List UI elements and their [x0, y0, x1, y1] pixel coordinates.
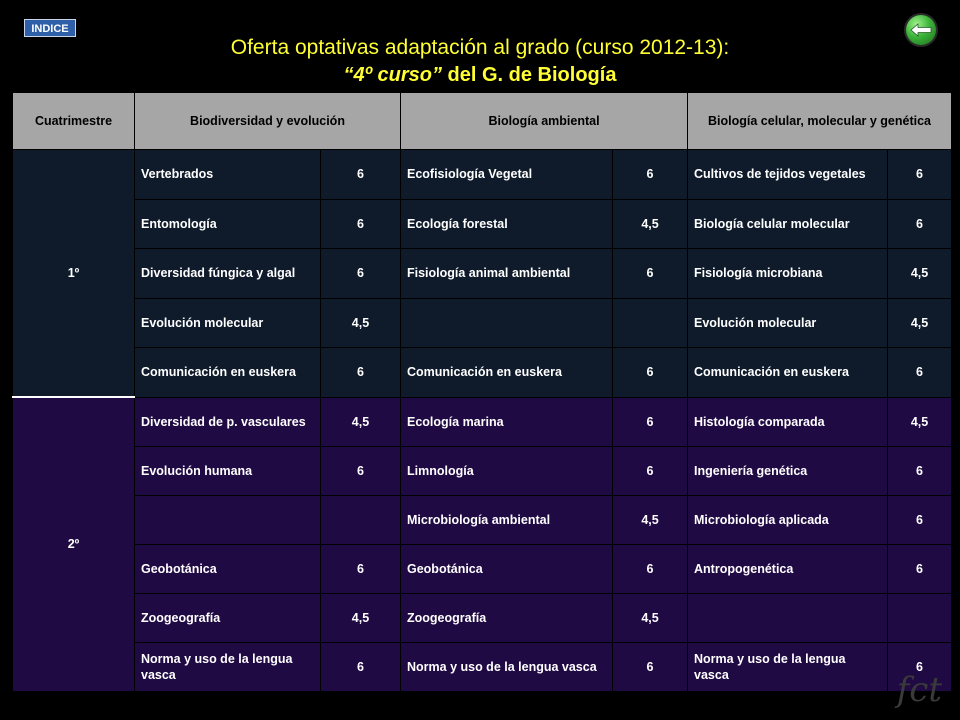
subject-cell: Microbiología aplicada — [688, 495, 888, 544]
credits-cell — [321, 495, 401, 544]
credits-cell: 6 — [888, 495, 952, 544]
table-row — [13, 348, 952, 398]
credits-cell: 6 — [321, 150, 401, 200]
subject-cell: Limnología — [401, 446, 613, 495]
subject-cell — [135, 495, 321, 544]
table-row — [13, 249, 952, 299]
credits-cell: 6 — [888, 544, 952, 593]
credits-cell: 6 — [888, 150, 952, 200]
subject-cell: Cultivos de tejidos vegetales — [688, 150, 888, 200]
semester-label: 2º — [13, 397, 135, 691]
table-row — [13, 150, 952, 200]
credits-cell — [888, 593, 952, 642]
credits-cell: 6 — [321, 544, 401, 593]
table-row — [13, 199, 952, 249]
credits-cell: 4,5 — [888, 249, 952, 299]
credits-cell: 6 — [888, 446, 952, 495]
subject-cell: Evolución humana — [135, 446, 321, 495]
watermark-logo: fct — [896, 670, 942, 710]
subject-cell: Biología celular molecular — [688, 199, 888, 249]
credits-cell: 6 — [888, 348, 952, 398]
header-biologia-celular: Biología celular, molecular y genética — [688, 93, 952, 150]
credits-cell: 6 — [888, 199, 952, 249]
header-biodiversidad: Biodiversidad y evolución — [135, 93, 401, 150]
header-cuatrimestre: Cuatrimestre — [13, 93, 135, 150]
subject-cell: Ecología forestal — [401, 199, 613, 249]
subject-cell: Norma y uso de la lengua vasca — [135, 642, 321, 691]
table-row — [13, 298, 952, 348]
arrow-left-icon — [910, 23, 932, 37]
subject-cell: Entomología — [135, 199, 321, 249]
subject-cell: Ecofisiología Vegetal — [401, 150, 613, 200]
credits-cell: 6 — [321, 348, 401, 398]
credits-cell: 6 — [613, 446, 688, 495]
credits-cell: 4,5 — [321, 298, 401, 348]
subject-cell: Comunicación en euskera — [401, 348, 613, 398]
subject-cell: Fisiología animal ambiental — [401, 249, 613, 299]
credits-cell: 6 — [613, 249, 688, 299]
subject-cell: Comunicación en euskera — [688, 348, 888, 398]
subject-cell: Zoogeografía — [135, 593, 321, 642]
table-row — [13, 495, 952, 544]
credits-cell: 6 — [321, 249, 401, 299]
subject-cell — [401, 298, 613, 348]
credits-cell: 4,5 — [613, 199, 688, 249]
subtitle-degree: del G. de Biología — [441, 64, 617, 86]
subject-cell: Diversidad fúngica y algal — [135, 249, 321, 299]
table-row — [13, 593, 952, 642]
credits-cell: 4,5 — [888, 298, 952, 348]
header-biologia-ambiental: Biología ambiental — [401, 93, 688, 150]
page-title: Oferta optativas adaptación al grado (curso 2012-13): — [230, 36, 730, 59]
credits-cell: 6 — [321, 199, 401, 249]
credits-cell: 6 — [321, 446, 401, 495]
subject-cell: Antropogenética — [688, 544, 888, 593]
semester-label: 1º — [13, 150, 135, 398]
credits-cell: 4,5 — [613, 593, 688, 642]
table-row — [13, 642, 952, 691]
subject-cell: Histología comparada — [688, 397, 888, 446]
subject-cell: Microbiología ambiental — [401, 495, 613, 544]
subject-cell: Ecología marina — [401, 397, 613, 446]
indice-button[interactable]: INDICE — [24, 19, 76, 37]
subject-cell: Geobotánica — [135, 544, 321, 593]
optativas-table — [12, 92, 952, 692]
credits-cell: 6 — [888, 642, 952, 691]
subject-cell: Evolución molecular — [688, 298, 888, 348]
credits-cell: 6 — [613, 150, 688, 200]
subject-cell: Geobotánica — [401, 544, 613, 593]
table-header-row — [13, 93, 952, 150]
subject-cell: Norma y uso de la lengua vasca — [401, 642, 613, 691]
subject-cell: Ingeniería genética — [688, 446, 888, 495]
subject-cell: Zoogeografía — [401, 593, 613, 642]
credits-cell: 4,5 — [321, 593, 401, 642]
subject-cell: Comunicación en euskera — [135, 348, 321, 398]
credits-cell: 4,5 — [888, 397, 952, 446]
subtitle-course: “4º curso” — [343, 64, 442, 86]
credits-cell: 6 — [613, 642, 688, 691]
subject-cell: Vertebrados — [135, 150, 321, 200]
credits-cell: 4,5 — [321, 397, 401, 446]
credits-cell: 6 — [613, 544, 688, 593]
credits-cell: 4,5 — [613, 495, 688, 544]
subject-cell: Diversidad de p. vasculares — [135, 397, 321, 446]
credits-cell: 6 — [613, 397, 688, 446]
subject-cell: Evolución molecular — [135, 298, 321, 348]
credits-cell — [613, 298, 688, 348]
table-row — [13, 397, 952, 446]
table-row — [13, 446, 952, 495]
credits-cell: 6 — [613, 348, 688, 398]
subject-cell: Fisiología microbiana — [688, 249, 888, 299]
credits-cell: 6 — [321, 642, 401, 691]
subject-cell: Norma y uso de la lengua vasca — [688, 642, 888, 691]
table-row — [13, 544, 952, 593]
page-subtitle — [0, 64, 960, 87]
subject-cell — [688, 593, 888, 642]
